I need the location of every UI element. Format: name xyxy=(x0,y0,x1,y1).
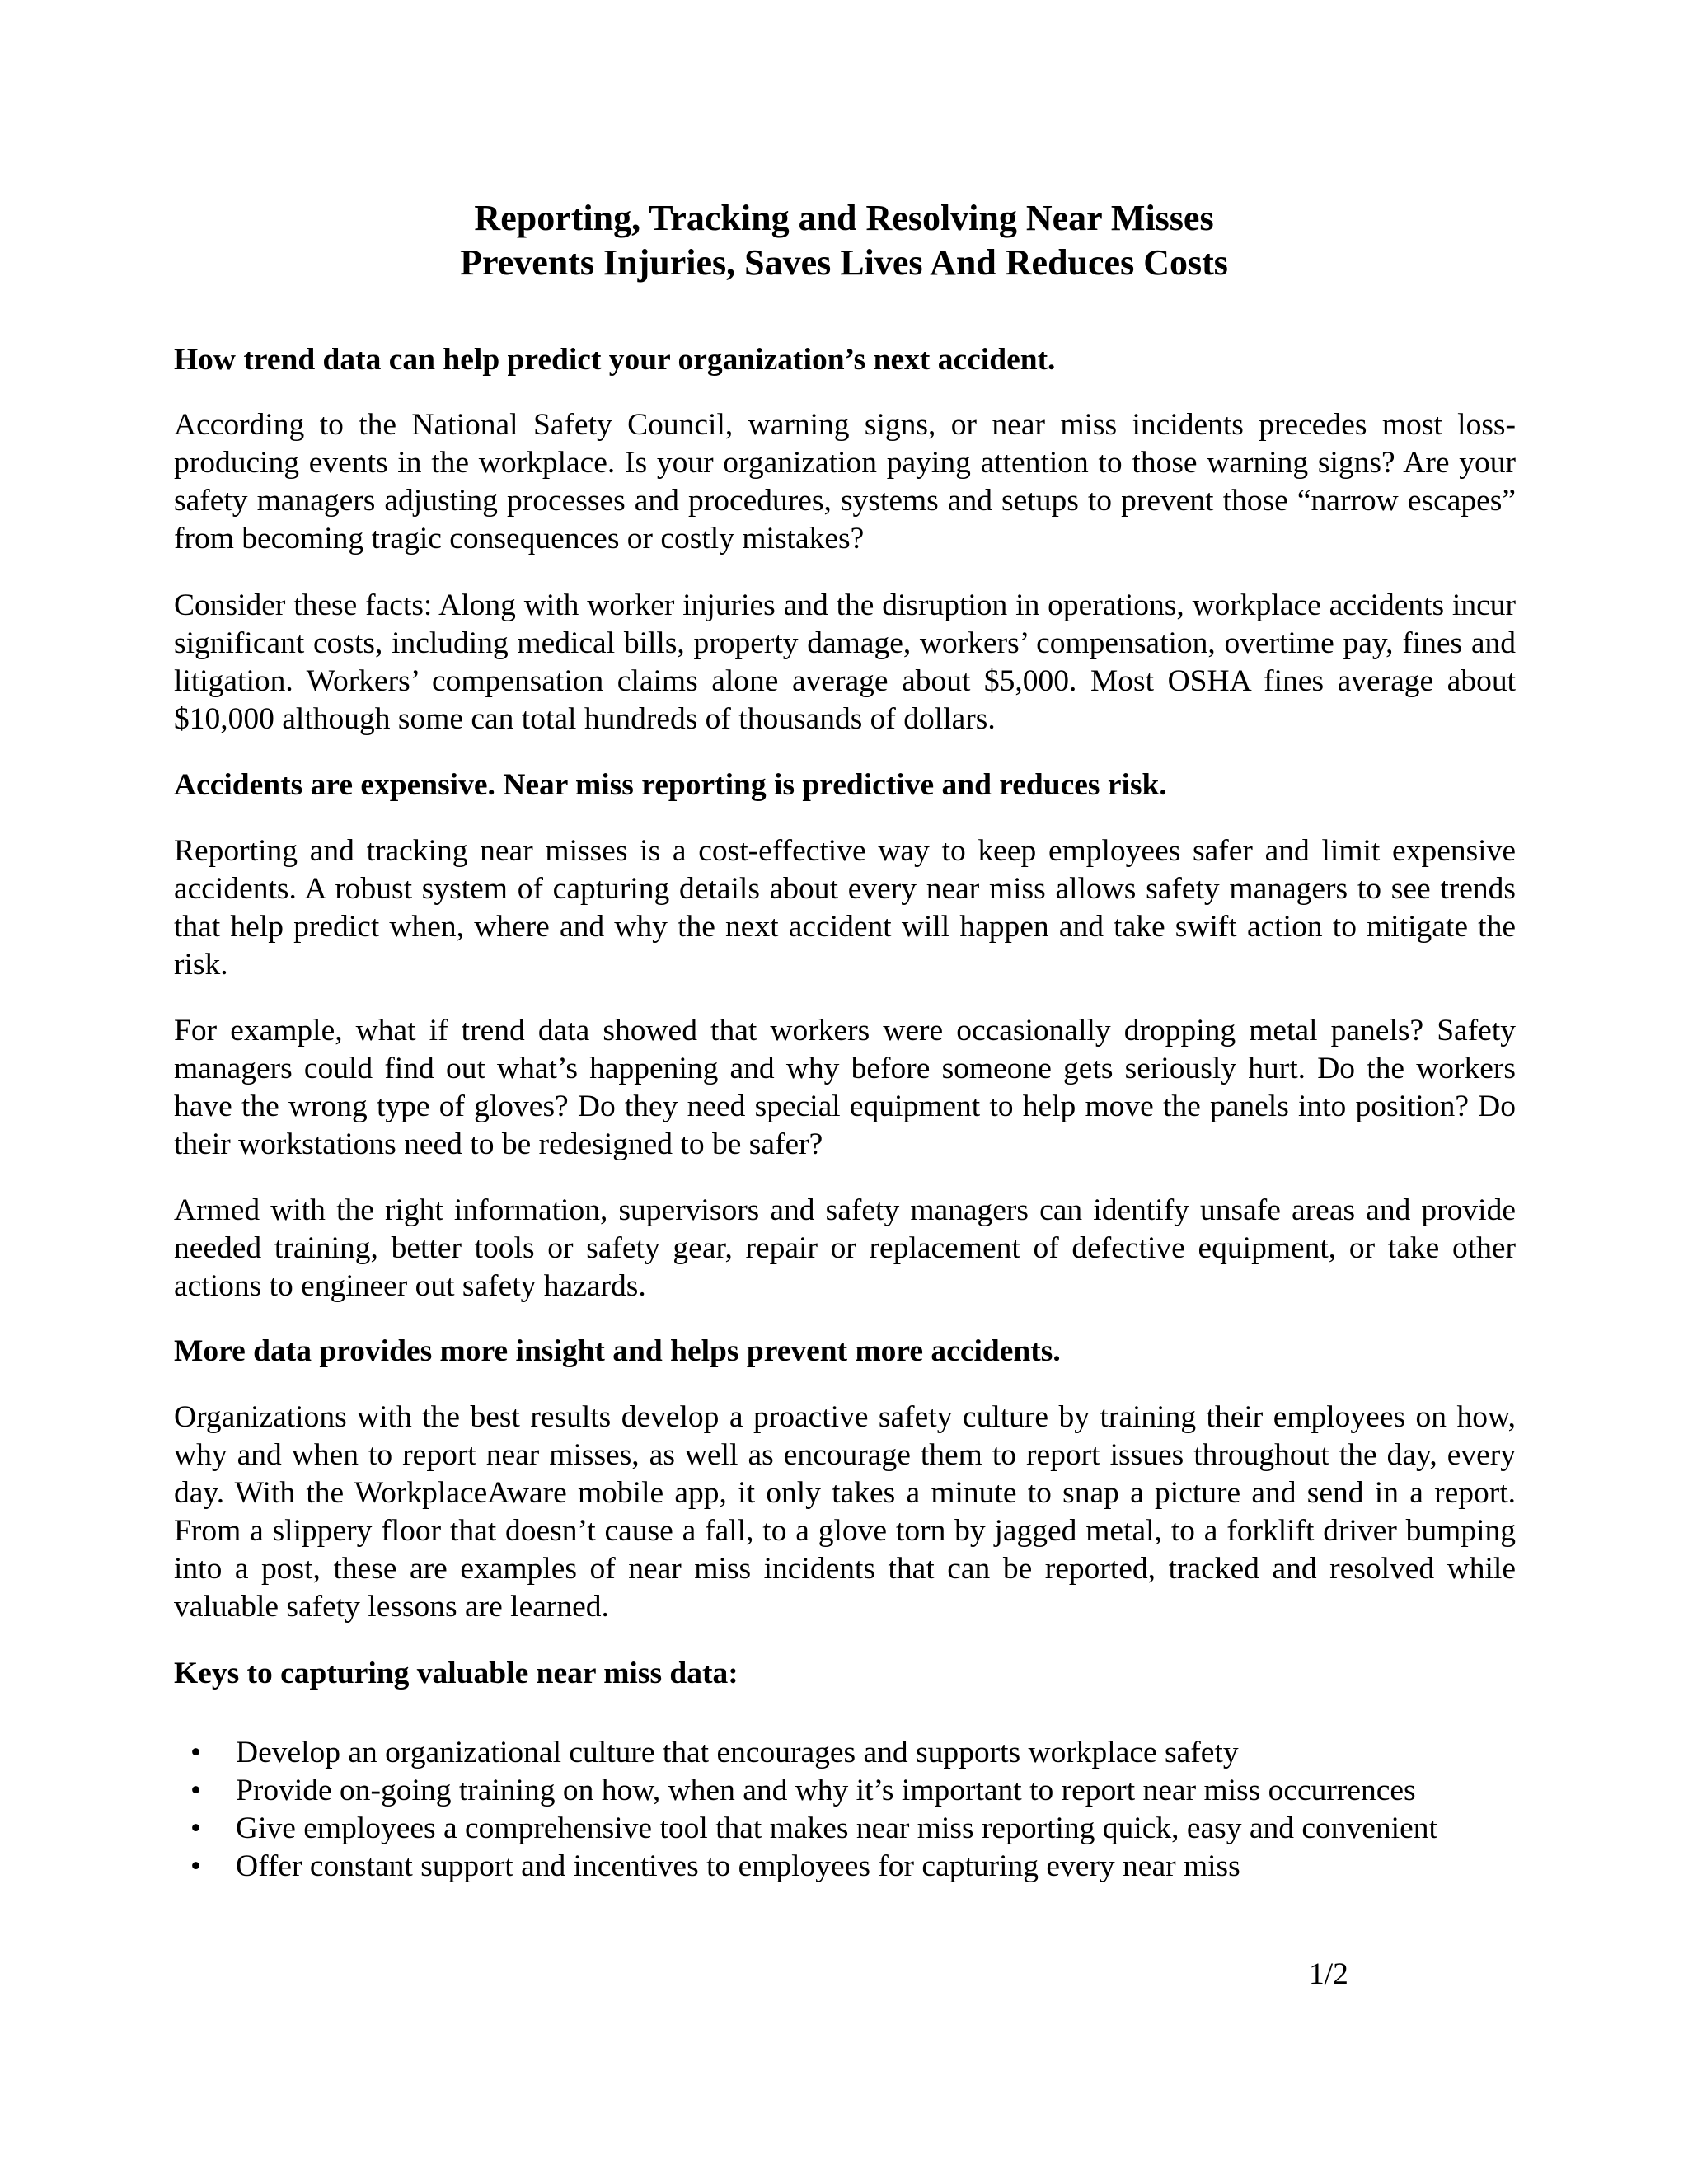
keys-bullet-list xyxy=(174,1734,1575,1886)
list-item xyxy=(174,1734,1575,1772)
page-number: 1/2 xyxy=(1309,1957,1348,1991)
paragraph-for-example: For example, what if trend data showed that workers were occasionally dropping metal panels? Safety managers could find out what’s happening and why before someone gets seriously hurt. Do the workers have the wrong type of gloves? Do they need special equipment to help move the panels into position? Do their workstations need to be redesigned to be safer? xyxy=(174,1014,1516,1161)
list-item-text: Offer constant support and incentives to employees for capturing every near miss xyxy=(236,1849,1240,1883)
section-heading-trend-data: How trend data can help predict your organization’s next accident. xyxy=(174,343,1056,377)
paragraph-reporting-tracking: Reporting and tracking near misses is a cost-effective way to keep employees safer and limit expensive accidents. A robust system of capturing details about every near miss allows safety managers to see trends that help predict when, where and why the next accident will happen and take swift action to mitigate the risk. xyxy=(174,834,1516,982)
bullet-icon: • xyxy=(190,1736,202,1769)
bullet-icon: • xyxy=(190,1774,202,1807)
paragraph-organizations-best-results: Organizations with the best results develop a proactive safety culture by training their employees on how, why and when to report near misses, as well as encourage them to report issues throughout the day, every day. With the WorkplaceAware mobile app, it only takes a minute to snap a picture and send in a report. From a slippery floor that doesn’t cause a fall, to a glove torn by jagged metal, to a forklift driver bumping into a post, these are examples of near miss incidents that can be reported, tracked and resolved while valuable safety lessons are learned. xyxy=(174,1400,1516,1624)
paragraph-national-safety-council: According to the National Safety Council, warning signs, or near miss incidents precedes most loss-producing events in the workplace. Is your organization paying attention to those warning signs? Are your safety managers adjusting processes and procedures, systems and setups to prevent those “narrow escapes” from becoming tragic consequences or costly mistakes? xyxy=(174,408,1516,555)
paragraph-armed-with-information: Armed with the right information, supervisors and safety managers can identify unsafe areas and provide needed training, better tools or safety gear, repair or replacement of defective equipment, or take other actions to engineer out safety hazards. xyxy=(174,1193,1516,1303)
section-heading-more-data: More data provides more insight and helps prevent more accidents. xyxy=(174,1334,1061,1368)
paragraph-consider-facts: Consider these facts: Along with worker injuries and the disruption in operations, workplace accidents incur significant costs, including medical bills, property damage, workers’ compensation, overtime pay, fines and litigation. Workers’ compensation claims alone average about $5,000. Most OSHA fines average about $10,000 although some can total hundreds of thousands of dollars. xyxy=(174,588,1516,736)
list-item-text: Develop an organizational culture that encourages and supports workplace safety xyxy=(236,1736,1239,1769)
document-title-line-2: Prevents Injuries, Saves Lives And Reduces Costs xyxy=(460,242,1228,283)
document-title-line-1: Reporting, Tracking and Resolving Near Misses xyxy=(474,198,1214,238)
list-item-text: Give employees a comprehensive tool that makes near miss reporting quick, easy and convenient xyxy=(236,1811,1437,1845)
bullet-icon: • xyxy=(190,1849,202,1883)
list-item-text: Provide on-going training on how, when and why it’s important to report near miss occurrences xyxy=(236,1774,1416,1807)
section-heading-keys: Keys to capturing valuable near miss data: xyxy=(174,1657,738,1690)
section-heading-accidents-expensive: Accidents are expensive. Near miss reporting is predictive and reduces risk. xyxy=(174,768,1167,802)
list-item xyxy=(174,1848,1575,1886)
bullet-icon: • xyxy=(190,1811,202,1845)
list-item xyxy=(174,1772,1575,1810)
list-item xyxy=(174,1810,1575,1848)
